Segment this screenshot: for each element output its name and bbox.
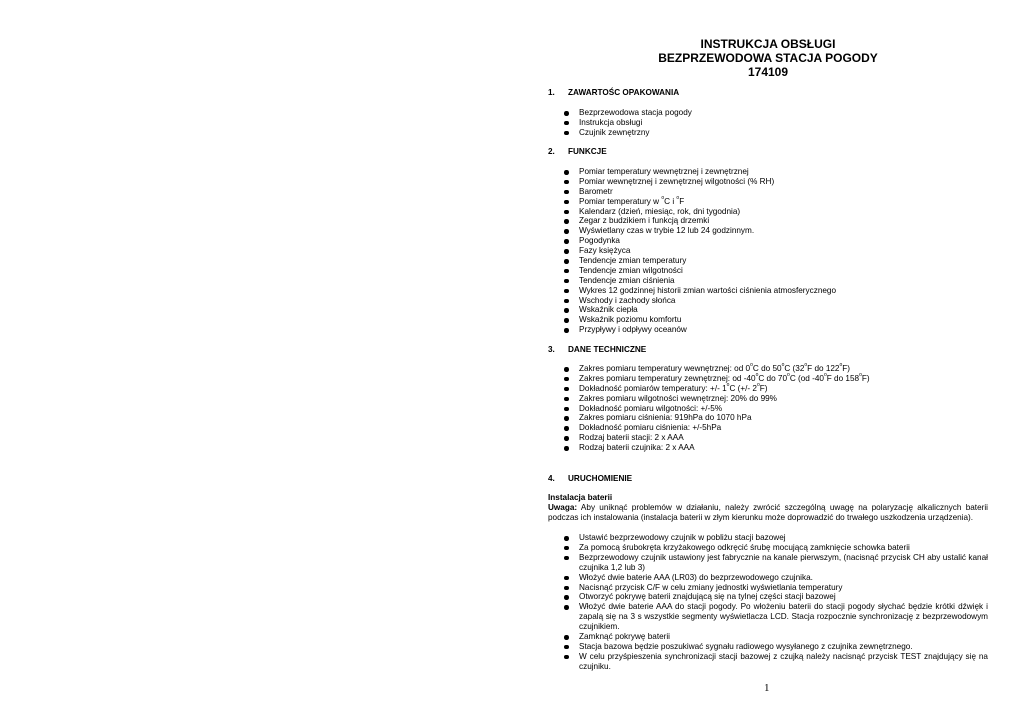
section-title: FUNKCJE — [568, 147, 607, 156]
section-heading-startup — [548, 474, 632, 484]
page-number: 1 — [764, 682, 770, 694]
list-item: Tendencje zmian ciśnienia — [548, 276, 988, 286]
technical-list — [548, 364, 988, 453]
list-item: Kalendarz (dzień, miesiąc, rok, dni tygodnia) — [548, 207, 988, 217]
warning-text: Aby uniknąć problemów w działaniu, należy zwrócić szczególną uwagę na polaryzację alkalicznych baterii podczas ich instalowania (instalacja baterii w złym kierunku może doprowadzić do trwałego uszkodzenia urządzenia). — [548, 503, 988, 522]
manual-page — [548, 0, 988, 724]
list-item: Pomiar temperatury w $^o$C i $^o$F — [548, 197, 988, 207]
warning-paragraph — [548, 503, 988, 523]
list-item: Nacisnąć przycisk C/F w celu zmiany jednostki wyświetlania temperatury — [548, 583, 988, 593]
list-item: Wskaźnik poziomu komfortu — [548, 315, 988, 325]
list-item: Instrukcja obsługi — [548, 118, 988, 128]
list-item: Za pomocą śrubokręta krzyżakowego odkręcić śrubę mocującą zamknięcie schowka baterii — [548, 543, 988, 553]
title-line-2: BEZPRZEWODOWA STACJA POGODY — [658, 51, 878, 65]
list-item: Stacja bazowa będzie poszukiwać sygnału radiowego wysyłanego z czujnika zewnętrznego. — [548, 642, 988, 652]
section-heading-functions — [548, 147, 607, 157]
list-item: Dokładność pomiarów temperatury: +/- 1$^o$C (+/- 2$^o$F) — [548, 384, 988, 394]
section-number: 4. — [548, 474, 555, 483]
list-item: Tendencje zmian wilgotności — [548, 266, 988, 276]
title-line-1: INSTRUKCJA OBSŁUGI — [700, 37, 836, 51]
list-item: Pomiar temperatury wewnętrznej i zewnętrznej — [548, 167, 988, 177]
list-item: Wyświetlany czas w trybie 12 lub 24 godzinnym. — [548, 226, 988, 236]
list-item: Włożyć dwie baterie AAA do stacji pogody. Po włożeniu baterii do stacji pogody słychać będzie krótki dźwięk i zapalą się na 3 s wszystkie segmenty wyświetlacza LCD. Stacja rozpocznie synchronizację z bezprzewodowym czujnikiem. — [548, 602, 988, 632]
list-item: Dokładność pomiaru ciśnienia: +/-5hPa — [548, 423, 988, 433]
list-item: Zamknąć pokrywę baterii — [548, 632, 988, 642]
section-number: 1. — [548, 88, 555, 97]
list-item: Wschody i zachody słońca — [548, 296, 988, 306]
battery-install-heading: Instalacja baterii — [548, 493, 613, 502]
list-item: Dokładność pomiaru wilgotności: +/-5% — [548, 404, 988, 414]
list-item: Rodzaj baterii czujnika: 2 x AAA — [548, 443, 988, 453]
section-heading-technical — [548, 345, 646, 355]
list-item: Zegar z budzikiem i funkcją drzemki — [548, 216, 988, 226]
list-item: Zakres pomiaru wilgotności wewnętrznej: 20% do 99% — [548, 394, 988, 404]
list-item: Pogodynka — [548, 236, 988, 246]
section-title: ZAWARTOŚC OPAKOWANIA — [568, 88, 680, 97]
list-item: Rodzaj baterii stacji: 2 x AAA — [548, 433, 988, 443]
list-item: Fazy księżyca — [548, 246, 988, 256]
functions-list — [548, 167, 988, 335]
section-title: URUCHOMIENIE — [568, 474, 633, 483]
list-item: Czujnik zewnętrzny — [548, 128, 988, 138]
list-item: Wykres 12 godzinnej historii zmian wartości ciśnienia atmosferycznego — [548, 286, 988, 296]
section-title: DANE TECHNICZNE — [568, 345, 647, 354]
list-item: Barometr — [548, 187, 988, 197]
startup-steps-list — [548, 533, 988, 672]
list-item: Pomiar wewnętrznej i zewnętrznej wilgotności (% RH) — [548, 177, 988, 187]
list-item: Włożyć dwie baterie AAA (LR03) do bezprzewodowego czujnika. — [548, 573, 988, 583]
list-item: Ustawić bezprzewodowy czujnik w pobliżu stacji bazowej — [548, 533, 988, 543]
section-number: 2. — [548, 147, 555, 156]
title-line-3: 174109 — [747, 65, 789, 79]
section-number: 3. — [548, 345, 555, 354]
list-item: Bezprzewodowa stacja pogody — [548, 108, 988, 118]
list-item: Otworzyć pokrywę baterii znajdującą się na tylnej części stacji bazowej — [548, 592, 988, 602]
list-item: Wskaźnik ciepła — [548, 305, 988, 315]
list-item: Bezprzewodowy czujnik ustawiony jest fabrycznie na kanale pierwszym, (nacisnąć przycisk CH aby ustalić kanał czujnika 1,2 lub 3) — [548, 553, 988, 573]
section-heading-contents — [548, 88, 679, 98]
list-item: Zakres pomiaru temperatury zewnętrznej: od -40$^o$C do 70$^o$C (od -40$^o$F do 158$^o$F) — [548, 374, 988, 384]
contents-list — [548, 108, 988, 138]
warning-label: Uwaga: — [548, 503, 578, 512]
list-item: Zakres pomiaru ciśnienia: 919hPa do 1070 hPa — [548, 413, 988, 423]
list-item: Tendencje zmian temperatury — [548, 256, 988, 266]
list-item: Przypływy i odpływy oceanów — [548, 325, 988, 335]
list-item: W celu przyśpieszenia synchronizacji stacji bazowej z czujką należy nacisnąć przycisk TEST znajdujący się na czujniku. — [548, 652, 988, 672]
list-item: Zakres pomiaru temperatury wewnętrznej: od 0$^o$C do 50$^o$C (32$^o$F do 122$^o$F) — [548, 364, 988, 374]
